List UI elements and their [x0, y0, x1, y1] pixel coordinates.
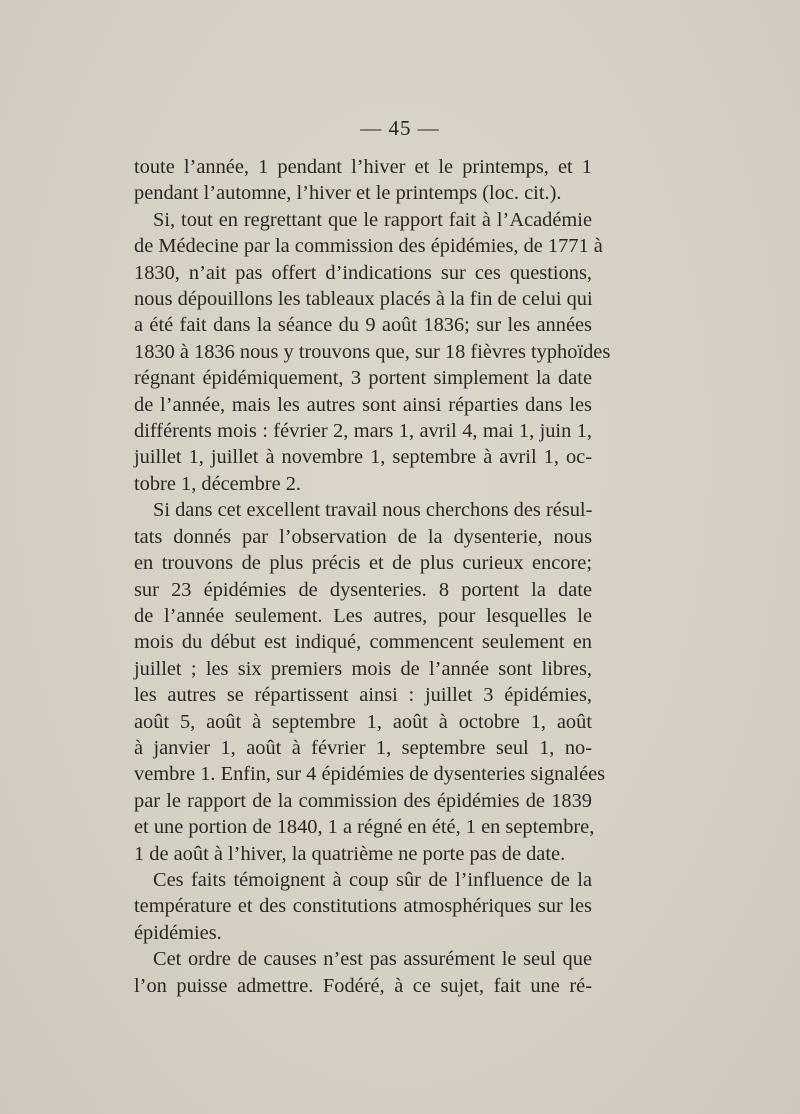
- paragraph-5: [134, 946, 592, 999]
- page-number: — 45 —: [360, 116, 440, 140]
- text-line: à janvier 1, août à février 1, septembre seul 1, no-: [134, 736, 592, 759]
- text-line: de l’année seulement. Les autres, pour lesquelles le: [134, 604, 592, 627]
- text-line: les autres se répartissent ainsi : juillet 3 épidémies,: [134, 684, 592, 707]
- text-line: vembre 1. Enfin, sur 4 épidémies de dysenteries signalées: [134, 763, 606, 786]
- paragraph-3: [134, 497, 606, 867]
- text-line: pendant l’automne, l’hiver et le printemps (loc. cit.).: [134, 182, 562, 205]
- text-line: 1830, n’ait pas offert d’indications sur ces questions,: [134, 261, 592, 284]
- paragraph-4: [134, 867, 592, 946]
- text-line: épidémies.: [134, 921, 222, 944]
- text-line: Ces faits témoignent à coup sûr de l’influence de la: [153, 868, 592, 891]
- text-line: de l’année, mais les autres sont ainsi réparties dans les: [134, 393, 592, 416]
- text-line: Si dans cet excellent travail nous cherchons des résul-: [153, 499, 593, 522]
- text-line: et une portion de 1840, 1 a régné en été, 1 en septembre,: [134, 816, 595, 839]
- text-line: toute l’année, 1 pendant l’hiver et le printemps, et 1: [134, 156, 592, 178]
- text-line: différents mois : février 2, mars 1, avril 4, mai 1, juin 1,: [134, 420, 592, 443]
- paragraph-2: [134, 207, 611, 497]
- body-text: [134, 154, 611, 999]
- text-line: sur 23 épidémies de dysenteries. 8 portent la date: [134, 578, 592, 601]
- text-line: nous dépouillons les tableaux placés à la fin de celui qui: [134, 288, 593, 311]
- text-line: de Médecine par la commission des épidémies, de 1771 à: [134, 235, 603, 258]
- text-line: juillet ; les six premiers mois de l’année sont libres,: [134, 657, 592, 680]
- text-line: température et des constitutions atmosphériques sur les: [134, 895, 592, 918]
- text-line: régnant épidémiquement, 3 portent simplement la date: [134, 367, 592, 390]
- text-line: en trouvons de plus précis et de plus curieux encore;: [134, 552, 592, 575]
- text-line: tats donnés par l’observation de la dysenterie, nous: [134, 525, 592, 548]
- text-line: Cet ordre de causes n’est pas assurément le seul que: [153, 948, 592, 971]
- text-line: août 5, août à septembre 1, août à octobre 1, août: [134, 710, 592, 733]
- text-line: 1 de août à l’hiver, la quatrième ne porte pas de date.: [134, 842, 566, 865]
- text-line: Si, tout en regrettant que le rapport fait à l’Académie: [153, 208, 592, 231]
- paragraph-1: [134, 154, 592, 207]
- text-line: a été fait dans la séance du 9 août 1836; sur les années: [134, 314, 592, 337]
- text-line: juillet 1, juillet à novembre 1, septembre à avril 1, oc-: [134, 446, 592, 469]
- text-line: 1830 à 1836 nous y trouvons que, sur 18 fièvres typhoïdes: [134, 340, 611, 363]
- text-line: tobre 1, décembre 2.: [134, 472, 302, 495]
- text-line: mois du début est indiqué, commencent seulement en: [134, 631, 592, 654]
- text-line: l’on puisse admettre. Fodéré, à ce sujet, fait une ré-: [134, 974, 592, 997]
- text-line: par le rapport de la commission des épidémies de 1839: [134, 789, 592, 812]
